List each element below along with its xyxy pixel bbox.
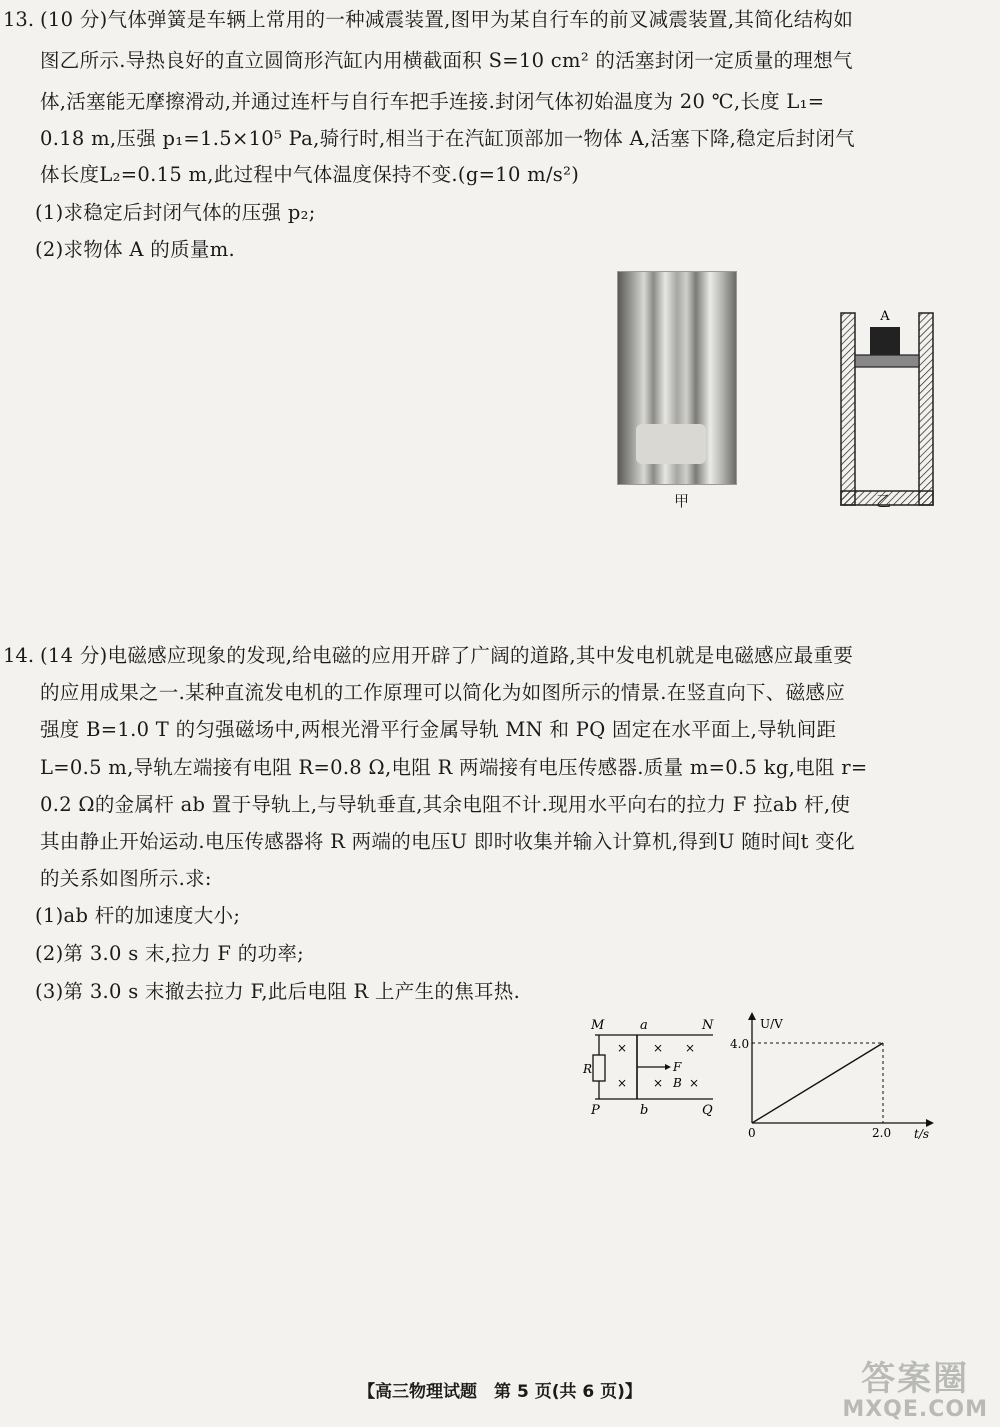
q14-sub-1: (1)ab 杆的加速度大小; [35, 904, 241, 927]
weight-A [870, 327, 900, 355]
origin-label: 0 [748, 1126, 756, 1140]
q14-line-5: 0.2 Ω的金属杆 ab 置于导轨上,与导轨垂直,其余电阻不计.现用水平向右的拉力 F 拉ab 杆,使 [40, 793, 851, 816]
suspension-fork-photo [617, 271, 737, 485]
q13-sub-1: (1)求稳定后封闭气体的压强 p₂; [35, 201, 316, 224]
q13-line-3: 体,活塞能无摩擦滑动,并通过连杆与自行车把手连接.封闭气体初始温度为 20 ℃,长度 L₁= [40, 90, 825, 113]
force-arrow-head [665, 1064, 671, 1070]
x-axis-arrow [926, 1119, 934, 1127]
weight-A-label: A [880, 309, 890, 324]
q14-line-3: 强度 B=1.0 T 的匀强磁场中,两根光滑平行金属导轨 MN 和 PQ 固定在水平面上,导轨间距 [40, 718, 837, 741]
q13-line-2: 图乙所示.导热良好的直立圆筒形汽缸内用横截面积 S=10 cm² 的活塞封闭一定质量的理想气 [40, 49, 853, 72]
q13-line-5: 体长度L₂=0.15 m,此过程中气体温度保持不变.(g=10 m/s²) [40, 163, 580, 186]
x-axis-label: t/s [914, 1127, 930, 1141]
q13-line-1: (10 分)气体弹簧是车辆上常用的一种减震装置,图甲为某自行车的前叉减震装置,其简化结构如 [40, 8, 854, 31]
watermark [842, 1359, 988, 1422]
field-x-2: × [653, 1041, 664, 1055]
fig-jia-caption: 甲 [674, 492, 690, 510]
resistor-R [593, 1055, 605, 1081]
field-x-4: × [617, 1076, 628, 1090]
q13-line-4: 0.18 m,压强 p₁=1.5×10⁵ Pa,骑行时,相当于在汽缸顶部加一物体 A,活塞下降,稳定后封闭气 [40, 127, 855, 150]
y-tick-label: 4.0 [730, 1037, 750, 1051]
label-B: B [673, 1076, 682, 1090]
label-R: R [583, 1062, 593, 1076]
field-x-3: × [685, 1041, 696, 1055]
x-tick-label: 2.0 [872, 1126, 892, 1140]
label-Q: Q [702, 1103, 713, 1118]
label-M: M [591, 1018, 605, 1033]
question-number: 14. [3, 644, 35, 667]
q14-line-4: L=0.5 m,导轨左端接有电阻 R=0.8 Ω,电阻 R 两端接有电压传感器.质量 m=0.5 kg,电阻 r= [40, 756, 868, 779]
cylinder-right-wall [919, 313, 933, 505]
field-x-5: × [653, 1076, 664, 1090]
photo-fork-base [636, 424, 706, 464]
q14-line-2: 的应用成果之一.某种直流发电机的工作原理可以简化为如图所示的情景.在竖直向下、磁感应 [40, 681, 845, 704]
field-x-1: × [617, 1041, 628, 1055]
page-footer: 【高三物理试题 第 5 页(共 6 页)】 [358, 1382, 642, 1402]
q13-sub-2: (2)求物体 A 的质量m. [35, 238, 235, 261]
fig-yi-caption: 乙 [876, 492, 892, 510]
y-axis-arrow [748, 1012, 756, 1020]
q14-line-7: 的关系如图所示.求: [40, 867, 212, 890]
q14-sub-2: (2)第 3.0 s 末,拉力 F 的功率; [35, 942, 305, 965]
q14-line-1: (14 分)电磁感应现象的发现,给电磁的应用开辟了广阔的道路,其中发电机就是电磁感应最重要 [40, 644, 854, 667]
label-F: F [673, 1060, 682, 1074]
watermark-line-1: 答案圈 [861, 1359, 970, 1400]
label-P: P [591, 1103, 600, 1118]
label-N: N [702, 1018, 714, 1033]
q14-line-6: 其由静止开始运动.电压传感器将 R 两端的电压U 即时收集并输入计算机,得到U 随时间t 变化 [40, 830, 855, 853]
q14-sub-3: (3)第 3.0 s 末撤去拉力 F,此后电阻 R 上产生的焦耳热. [35, 980, 521, 1003]
piston [855, 355, 919, 367]
label-b: b [640, 1103, 649, 1118]
label-a: a [640, 1018, 648, 1033]
question-number: 13. [3, 8, 35, 31]
voltage-line [752, 1043, 883, 1123]
y-axis-label: U/V [760, 1017, 783, 1031]
circuit-diagram [585, 1015, 720, 1127]
field-x-6: × [689, 1076, 700, 1090]
voltage-time-graph [730, 1010, 968, 1145]
cylinder-left-wall [841, 313, 855, 505]
watermark-line-2: MXQE.COM [842, 1396, 988, 1422]
